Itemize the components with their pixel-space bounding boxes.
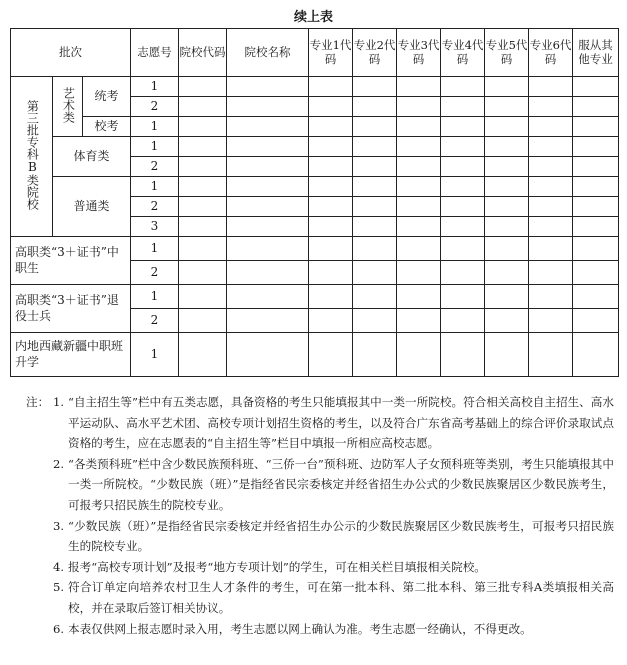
input-cell[interactable] bbox=[309, 177, 353, 197]
input-cell[interactable] bbox=[353, 217, 397, 237]
header-major1-code: 专业1代码 bbox=[309, 29, 353, 77]
input-cell[interactable] bbox=[529, 285, 573, 309]
input-cell[interactable] bbox=[353, 77, 397, 97]
input-cell[interactable] bbox=[397, 333, 441, 377]
input-cell[interactable] bbox=[179, 197, 227, 217]
input-cell[interactable] bbox=[485, 177, 529, 197]
volunteer-table bbox=[10, 28, 619, 377]
input-cell[interactable] bbox=[227, 157, 309, 177]
input-cell[interactable] bbox=[309, 285, 353, 309]
unified-label: 统考 bbox=[83, 77, 131, 117]
choice-number: 2 bbox=[131, 157, 179, 177]
input-cell[interactable] bbox=[529, 77, 573, 97]
input-cell[interactable] bbox=[573, 285, 619, 309]
input-cell[interactable] bbox=[441, 197, 485, 217]
input-cell[interactable] bbox=[573, 117, 619, 137]
header-major5-code: 专业5代码 bbox=[485, 29, 529, 77]
note-number: 1. bbox=[52, 395, 64, 409]
input-cell[interactable] bbox=[227, 285, 309, 309]
note-text: “自主招生等”栏中有五类志愿，具备资格的考生只能填报其中一类一所院校。符合相关高校自主招生、高水平运动队、高水平艺术团、高校专项计划招生资格的考生，以及符合广东省高考基础上的综合评价录取试点资格的考生，应在志愿表的“自主招生等”栏目中填报一所相应高校志愿。 bbox=[68, 395, 614, 451]
input-cell[interactable] bbox=[227, 309, 309, 333]
input-cell[interactable] bbox=[179, 77, 227, 97]
input-cell[interactable] bbox=[529, 309, 573, 333]
input-cell[interactable] bbox=[227, 137, 309, 157]
input-cell[interactable] bbox=[485, 157, 529, 177]
note-number: 5. bbox=[52, 580, 64, 595]
input-cell[interactable] bbox=[441, 237, 485, 261]
input-cell[interactable] bbox=[573, 97, 619, 117]
input-cell[interactable] bbox=[573, 137, 619, 157]
input-cell[interactable] bbox=[441, 333, 485, 377]
input-cell[interactable] bbox=[573, 217, 619, 237]
notes-prefix: 注： bbox=[26, 395, 50, 409]
note-item bbox=[14, 392, 614, 454]
input-cell[interactable] bbox=[485, 237, 529, 261]
inland-label: 内地西藏新疆中职班升学 bbox=[11, 333, 131, 377]
input-cell[interactable] bbox=[309, 117, 353, 137]
header-obey-other: 服从其他专业 bbox=[573, 29, 619, 77]
input-cell[interactable] bbox=[309, 97, 353, 117]
header-row bbox=[11, 29, 619, 77]
input-cell[interactable] bbox=[485, 261, 529, 285]
input-cell[interactable] bbox=[309, 217, 353, 237]
input-cell[interactable] bbox=[485, 197, 529, 217]
school-exam-label: 校考 bbox=[83, 117, 131, 137]
header-choice-no: 志愿号 bbox=[131, 29, 179, 77]
input-cell[interactable] bbox=[573, 333, 619, 377]
input-cell[interactable] bbox=[485, 97, 529, 117]
input-cell[interactable] bbox=[485, 217, 529, 237]
input-cell[interactable] bbox=[179, 237, 227, 261]
group-label-cell bbox=[11, 77, 53, 237]
input-cell[interactable] bbox=[573, 157, 619, 177]
input-cell[interactable] bbox=[353, 97, 397, 117]
table-row bbox=[11, 77, 619, 97]
input-cell[interactable] bbox=[227, 97, 309, 117]
input-cell[interactable] bbox=[397, 157, 441, 177]
note-item bbox=[14, 516, 614, 557]
input-cell[interactable] bbox=[529, 197, 573, 217]
input-cell[interactable] bbox=[227, 177, 309, 197]
table-row bbox=[11, 117, 619, 137]
input-cell[interactable] bbox=[309, 261, 353, 285]
input-cell[interactable] bbox=[353, 333, 397, 377]
table-row bbox=[11, 177, 619, 197]
choice-number: 1 bbox=[131, 285, 179, 309]
vocational-veteran-label: 高职类“3＋证书”退役士兵 bbox=[11, 285, 131, 333]
input-cell[interactable] bbox=[309, 197, 353, 217]
input-cell[interactable] bbox=[179, 217, 227, 237]
input-cell[interactable] bbox=[529, 97, 573, 117]
choice-number: 2 bbox=[131, 261, 179, 285]
input-cell[interactable] bbox=[309, 77, 353, 97]
input-cell[interactable] bbox=[179, 309, 227, 333]
input-cell[interactable] bbox=[397, 117, 441, 137]
header-school-code: 院校代码 bbox=[179, 29, 227, 77]
input-cell[interactable] bbox=[529, 177, 573, 197]
table-row bbox=[11, 333, 619, 377]
input-cell[interactable] bbox=[353, 197, 397, 217]
table-row bbox=[11, 237, 619, 261]
table-row bbox=[11, 285, 619, 309]
input-cell[interactable] bbox=[573, 197, 619, 217]
input-cell[interactable] bbox=[353, 309, 397, 333]
choice-number: 1 bbox=[131, 237, 179, 261]
note-text: 符合订单定向培养农村卫生人才条件的考生，可在第一批本科、第二批本科、第三批专科A类填报相关高校，并在录取后签订相关协议。 bbox=[68, 580, 614, 615]
group-label: 第三批专科B类院校 bbox=[25, 99, 40, 210]
header-school-name: 院校名称 bbox=[227, 29, 309, 77]
input-cell[interactable] bbox=[529, 137, 573, 157]
arts-label-cell bbox=[53, 77, 83, 137]
input-cell[interactable] bbox=[397, 77, 441, 97]
input-cell[interactable] bbox=[529, 261, 573, 285]
input-cell[interactable] bbox=[227, 77, 309, 97]
input-cell[interactable] bbox=[397, 177, 441, 197]
header-major3-code: 专业3代码 bbox=[397, 29, 441, 77]
arts-label: 艺术类 bbox=[61, 86, 76, 123]
general-label: 普通类 bbox=[53, 177, 131, 237]
input-cell[interactable] bbox=[309, 137, 353, 157]
vocational-secondary-label: 高职类“3＋证书”中职生 bbox=[11, 237, 131, 285]
input-cell[interactable] bbox=[179, 137, 227, 157]
input-cell[interactable] bbox=[397, 197, 441, 217]
input-cell[interactable] bbox=[353, 261, 397, 285]
input-cell[interactable] bbox=[485, 309, 529, 333]
input-cell[interactable] bbox=[397, 309, 441, 333]
input-cell[interactable] bbox=[573, 77, 619, 97]
input-cell[interactable] bbox=[441, 137, 485, 157]
note-text: “少数民族（班）”是指经省民宗委核定并经省招生办公示的少数民族聚居区少数民族考生，可报考只招民族生的院校专业。 bbox=[68, 518, 614, 554]
input-cell[interactable] bbox=[485, 333, 529, 377]
input-cell[interactable] bbox=[309, 309, 353, 333]
input-cell[interactable] bbox=[529, 237, 573, 261]
input-cell[interactable] bbox=[485, 77, 529, 97]
choice-number: 1 bbox=[131, 77, 179, 97]
input-cell[interactable] bbox=[441, 217, 485, 237]
input-cell[interactable] bbox=[485, 137, 529, 157]
choice-number: 2 bbox=[131, 197, 179, 217]
note-lead bbox=[14, 392, 68, 454]
input-cell[interactable] bbox=[179, 117, 227, 137]
input-cell[interactable] bbox=[179, 97, 227, 117]
choice-number: 2 bbox=[131, 309, 179, 333]
input-cell[interactable] bbox=[441, 285, 485, 309]
note-number: 6. bbox=[52, 621, 64, 636]
sports-label: 体育类 bbox=[53, 137, 131, 177]
header-batch: 批次 bbox=[11, 29, 131, 77]
input-cell[interactable] bbox=[179, 261, 227, 285]
input-cell[interactable] bbox=[397, 137, 441, 157]
input-cell[interactable] bbox=[529, 217, 573, 237]
choice-number: 1 bbox=[131, 137, 179, 157]
choice-number: 3 bbox=[131, 217, 179, 237]
input-cell[interactable] bbox=[353, 177, 397, 197]
choice-number: 2 bbox=[131, 97, 179, 117]
input-cell[interactable] bbox=[397, 261, 441, 285]
table-row bbox=[11, 137, 619, 157]
note-number: 2. bbox=[52, 456, 64, 471]
input-cell[interactable] bbox=[227, 217, 309, 237]
input-cell[interactable] bbox=[397, 97, 441, 117]
note-number: 3. bbox=[52, 518, 64, 533]
note-text: 本表仅供网上报志愿时录入用，考生志愿以网上确认为准。考生志愿一经确认，不得更改。 bbox=[68, 621, 532, 636]
input-cell[interactable] bbox=[573, 309, 619, 333]
input-cell[interactable] bbox=[179, 333, 227, 377]
input-cell[interactable] bbox=[227, 333, 309, 377]
input-cell[interactable] bbox=[227, 237, 309, 261]
input-cell[interactable] bbox=[353, 117, 397, 137]
input-cell[interactable] bbox=[179, 285, 227, 309]
note-item bbox=[14, 619, 614, 640]
note-item bbox=[14, 454, 614, 516]
table-title: 续上表 bbox=[293, 10, 333, 25]
note-item bbox=[14, 577, 614, 618]
input-cell[interactable] bbox=[353, 137, 397, 157]
input-cell[interactable] bbox=[441, 117, 485, 137]
input-cell[interactable] bbox=[397, 237, 441, 261]
input-cell[interactable] bbox=[397, 285, 441, 309]
input-cell[interactable] bbox=[441, 77, 485, 97]
input-cell[interactable] bbox=[529, 333, 573, 377]
input-cell[interactable] bbox=[309, 237, 353, 261]
input-cell[interactable] bbox=[441, 261, 485, 285]
input-cell[interactable] bbox=[441, 309, 485, 333]
input-cell[interactable] bbox=[397, 217, 441, 237]
input-cell[interactable] bbox=[441, 97, 485, 117]
header-major6-code: 专业6代码 bbox=[529, 29, 573, 77]
notes-section bbox=[14, 392, 614, 639]
input-cell[interactable] bbox=[529, 157, 573, 177]
choice-number: 1 bbox=[131, 117, 179, 137]
header-major4-code: 专业4代码 bbox=[441, 29, 485, 77]
input-cell[interactable] bbox=[441, 157, 485, 177]
input-cell[interactable] bbox=[353, 237, 397, 261]
input-cell[interactable] bbox=[441, 177, 485, 197]
choice-number: 1 bbox=[131, 333, 179, 377]
note-text: 报考“高校专项计划”及报考“地方专项计划”的学生，可在相关栏目填报相关院校。 bbox=[68, 559, 486, 574]
input-cell[interactable] bbox=[353, 285, 397, 309]
choice-number: 1 bbox=[131, 177, 179, 197]
input-cell[interactable] bbox=[309, 333, 353, 377]
input-cell[interactable] bbox=[485, 285, 529, 309]
input-cell[interactable] bbox=[309, 157, 353, 177]
note-item bbox=[14, 557, 614, 578]
input-cell[interactable] bbox=[353, 157, 397, 177]
input-cell[interactable] bbox=[573, 177, 619, 197]
input-cell[interactable] bbox=[179, 177, 227, 197]
input-cell[interactable] bbox=[227, 117, 309, 137]
input-cell[interactable] bbox=[573, 261, 619, 285]
input-cell[interactable] bbox=[179, 157, 227, 177]
input-cell[interactable] bbox=[529, 117, 573, 137]
input-cell[interactable] bbox=[227, 197, 309, 217]
input-cell[interactable] bbox=[573, 237, 619, 261]
input-cell[interactable] bbox=[227, 261, 309, 285]
header-major2-code: 专业2代码 bbox=[353, 29, 397, 77]
note-text: “各类预科班”栏中含少数民族预科班、“三侨一台”预科班、边防军人子女预科班等类别，考生只能填报其中一类一所院校。“少数民族（班）”是指经省民宗委核定并经省招生办公式的少数民族聚居区少数民族考生，可报考只招民族生的院校专业。 bbox=[68, 456, 614, 512]
note-number: 4. bbox=[52, 559, 64, 574]
input-cell[interactable] bbox=[485, 117, 529, 137]
